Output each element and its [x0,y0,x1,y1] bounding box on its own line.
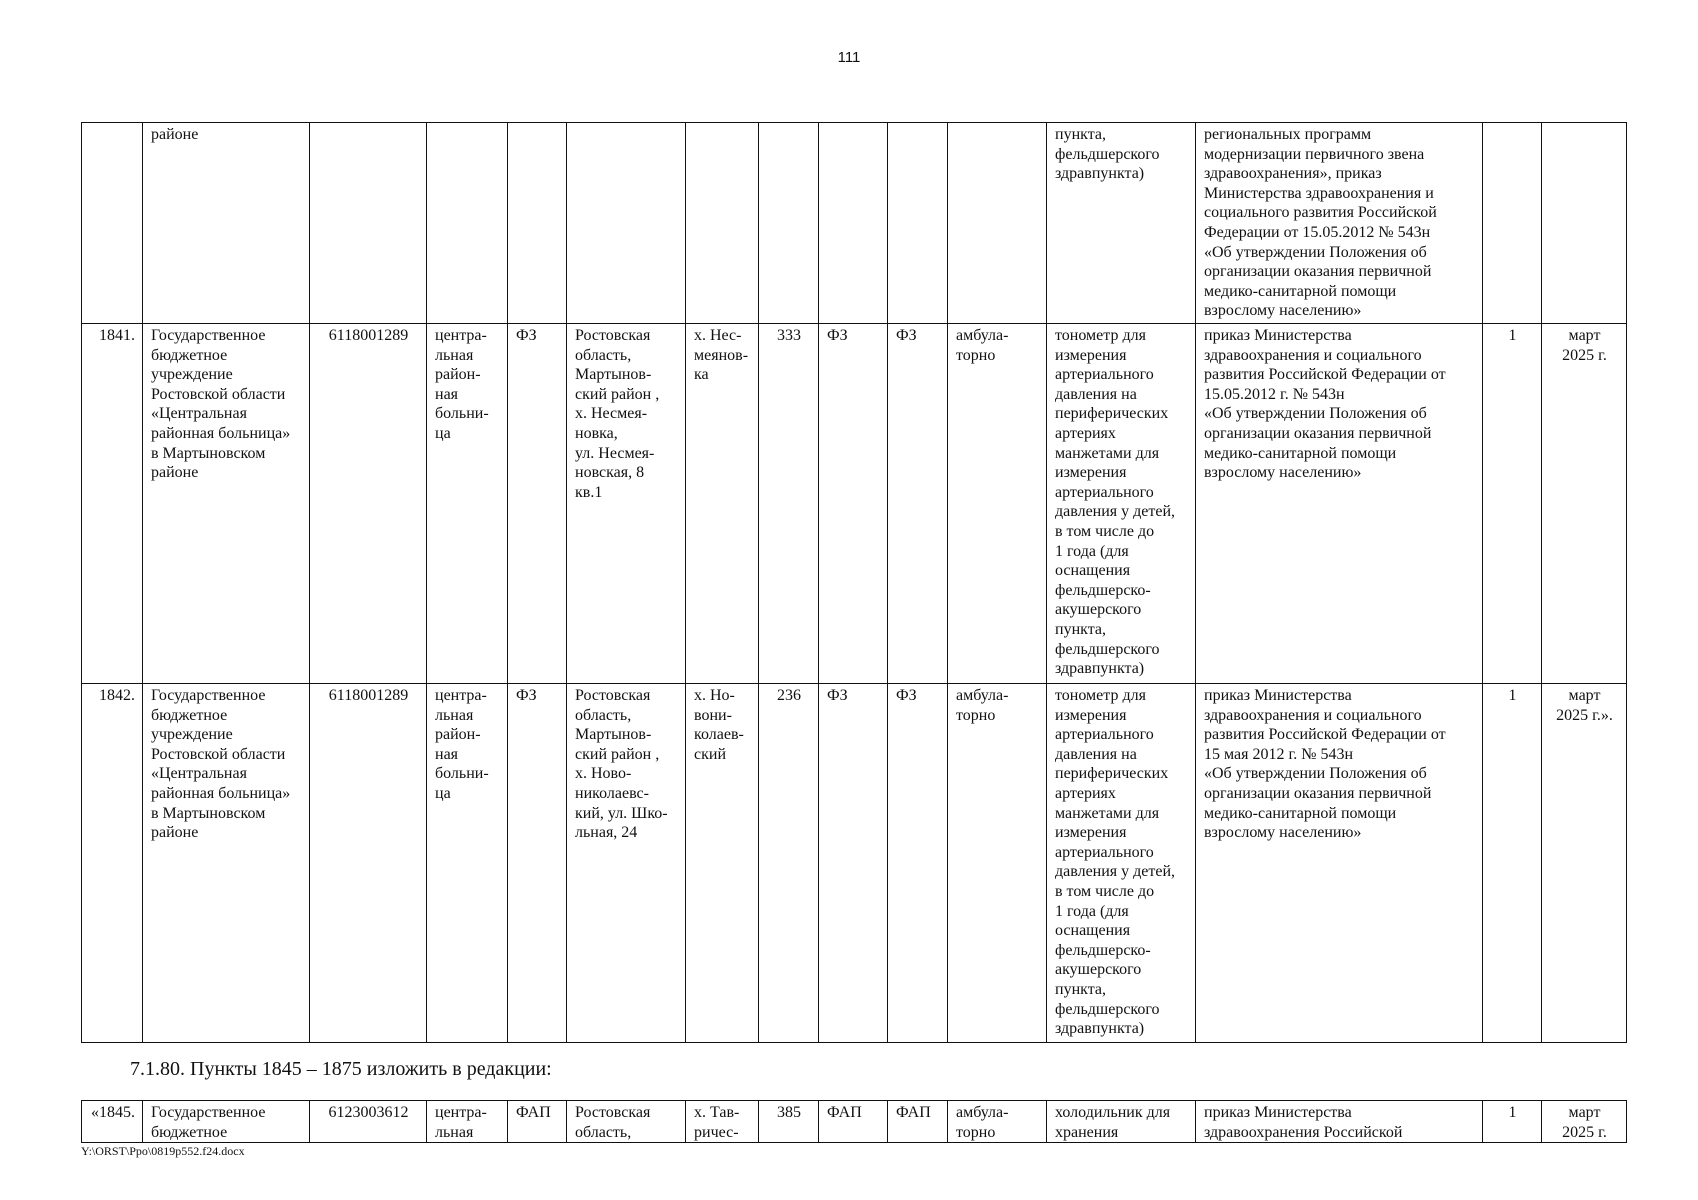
cell-line: оснащения [1055,562,1131,580]
cell-line: социального развития Российской [1204,204,1437,222]
cell-line: льная [435,706,474,724]
cell-line: 1841. [99,327,135,344]
cell-term [1542,324,1627,684]
cell-line: Ростовской области [151,385,286,403]
cell-kind1 [508,1101,567,1143]
cell-type [427,123,508,324]
cell-line: 1 года (для [1055,902,1129,920]
cell-line: х. Несмея- [575,405,648,423]
cell-kind1 [508,684,567,1043]
cell-line: хранения [1055,1123,1119,1141]
cell-line: Ростовская [575,687,651,704]
cell-line: давления на [1055,385,1137,403]
cell-line: ФЗ [516,327,537,344]
cell-line: 385 [777,1104,801,1121]
cell-line: ка [694,366,709,384]
cell-line: ФЗ [516,687,537,704]
cell-form [948,1101,1047,1143]
cell-line: «Центральная [151,405,247,423]
cell-line: приказ Министерства [1204,1104,1352,1121]
cell-line: бюджетное [151,706,228,724]
cell-line: 1 [1508,1104,1517,1121]
cell-locality [686,684,759,1043]
cell-line: Государственное [151,687,266,704]
cell-line: взрослому населению» [1204,302,1362,320]
cell-form [948,684,1047,1043]
cell-kind3 [888,123,948,324]
instruction-text: 7.1.80. Пункты 1845 – 1875 изложить в редакции: [130,1058,552,1080]
cell-org [143,684,310,1043]
cell-line: приказ Министерства [1204,327,1352,344]
cell-line: амбула- [956,327,1009,344]
cell-line: фельдшерского [1055,1000,1160,1018]
cell-line: 6123003612 [328,1104,409,1121]
cell-line: манжетами для [1055,804,1160,822]
cell-locality [686,123,759,324]
cell-line: больни- [435,405,489,423]
cell-line: периферических [1055,765,1169,783]
table-row [82,1101,1627,1143]
cell-line: давления на [1055,745,1137,763]
cell-equipment [1047,684,1196,1043]
cell-line: здравпункта) [1055,1020,1145,1038]
cell-line: «Об утверждении Положения об [1204,405,1427,423]
cell-line: 333 [777,327,801,344]
cell-qty [1483,123,1542,324]
cell-line: кий, ул. Шко- [575,804,668,822]
cell-line: ная [435,385,459,403]
cell-line: давления у детей, [1055,503,1176,521]
cell-type [427,1101,508,1143]
cell-line: торно [956,346,996,364]
cell-address [567,123,686,324]
cell-num [82,324,143,684]
cell-line: «Об утверждении Положения об [1204,765,1427,783]
cell-line: льная, 24 [575,824,638,842]
cell-line: измерения [1055,464,1127,482]
cell-inn [310,324,427,684]
cell-kind3 [888,324,948,684]
cell-line: ФЗ [896,687,917,704]
cell-line: Мартынов- [575,726,652,744]
cell-line: новская, 8 [575,464,645,482]
cell-count [759,123,819,324]
cell-kind2 [819,1101,888,1143]
cell-line: артериях [1055,424,1116,442]
file-path-footer: Y:\ORST\Ppo\0819p552.f24.docx [81,1144,245,1158]
cell-kind2 [819,684,888,1043]
cell-line: здравоохранения», приказ [1204,165,1382,183]
cell-line: х. Но- [694,687,735,704]
cell-line: развития Российской Федерации от [1204,726,1446,744]
cell-equipment [1047,123,1196,324]
cell-line: ский район , [575,385,660,403]
cell-line: 2025 г. [1562,1123,1607,1141]
cell-qty [1483,324,1542,684]
cell-num [82,1101,143,1143]
cell-line: новка, [575,424,618,442]
cell-line: «1845. [91,1104,135,1121]
main-table [81,122,1627,1043]
second-table [81,1100,1627,1143]
cell-line: 6118001289 [328,687,409,704]
cell-type [427,684,508,1043]
cell-kind2 [819,123,888,324]
cell-term [1542,684,1627,1043]
cell-line: артериального [1055,366,1154,384]
cell-line: районная больница» [151,784,291,802]
cell-kind1 [508,123,567,324]
cell-org [143,324,310,684]
cell-line: март [1568,1104,1601,1121]
cell-line: Федерации от 15.05.2012 № 543н [1204,223,1431,241]
cell-line: 236 [777,687,801,704]
cell-line: Ростовская [575,327,651,344]
cell-line: манжетами для [1055,444,1160,462]
cell-basis [1196,324,1483,684]
cell-line: ский [694,745,726,763]
cell-line: здравоохранения и социального [1204,346,1422,364]
cell-line: область, [575,706,632,724]
cell-line: пункта, [1055,126,1106,143]
cell-line: март [1568,687,1601,704]
cell-address [567,1101,686,1143]
cell-num [82,684,143,1043]
cell-line: ФЗ [827,327,848,344]
cell-line: фельдшерско- [1055,941,1151,959]
cell-line: медико-санитарной помощи [1204,444,1397,462]
cell-line: измерения [1055,706,1127,724]
cell-line: район- [435,366,481,384]
cell-form [948,123,1047,324]
cell-address [567,684,686,1043]
cell-basis [1196,1101,1483,1143]
cell-kind1 [508,324,567,684]
cell-line: 2025 г. [1562,346,1607,364]
cell-line: 6118001289 [328,327,409,344]
cell-line: николаевс- [575,784,649,802]
cell-line: область, [575,346,632,364]
cell-line: центра- [435,1104,487,1121]
cell-line: ца [435,784,451,802]
cell-line: ФАП [827,1104,862,1121]
cell-line: организации оказания первичной [1204,263,1432,281]
cell-type [427,324,508,684]
cell-line: центра- [435,687,487,704]
cell-line: измерения [1055,824,1127,842]
cell-line: учреждение [151,726,233,744]
cell-line: в том числе до [1055,522,1155,540]
cell-line: вони- [694,706,732,724]
cell-locality [686,324,759,684]
cell-line: центра- [435,327,487,344]
cell-term [1542,123,1627,324]
cell-line: медико-санитарной помощи [1204,282,1397,300]
table-row [82,324,1627,684]
cell-line: ФАП [516,1104,551,1121]
cell-line: взрослому населению» [1204,464,1362,482]
cell-line: в том числе до [1055,882,1155,900]
cell-basis [1196,123,1483,324]
cell-equipment [1047,1101,1196,1143]
cell-line: 15 мая 2012 г. № 543н [1204,745,1354,763]
cell-line: ФАП [896,1104,931,1121]
cell-line: «Об утверждении Положения об [1204,243,1427,261]
page-number: 111 [837,49,861,66]
cell-line: взрослому населению» [1204,824,1362,842]
cell-locality [686,1101,759,1143]
cell-line: кв.1 [575,483,603,501]
cell-line: пункта, [1055,980,1106,998]
cell-line: пункта, [1055,620,1106,638]
cell-line: район- [435,726,481,744]
cell-line: здравоохранения и социального [1204,706,1422,724]
cell-org [143,1101,310,1143]
cell-inn [310,684,427,1043]
cell-line: периферических [1055,405,1169,423]
cell-line: меянов- [694,346,749,364]
cell-line: организации оказания первичной [1204,784,1432,802]
cell-line: Ростовская [575,1104,651,1121]
cell-line: фельдшерского [1055,145,1160,163]
cell-line: 1 [1508,327,1517,344]
cell-line: в Мартыновском [151,444,266,462]
cell-line: фельдшерско- [1055,581,1151,599]
cell-line: Государственное [151,1104,266,1121]
cell-line: Государственное [151,327,266,344]
cell-term [1542,1101,1627,1143]
cell-qty [1483,684,1542,1043]
cell-line: артериального [1055,726,1154,744]
cell-line: 1842. [99,687,135,704]
cell-kind3 [888,1101,948,1143]
cell-line: 1 года (для [1055,542,1129,560]
cell-line: Министерства здравоохранения и [1204,184,1434,202]
cell-line: медико-санитарной помощи [1204,804,1397,822]
cell-line: региональных программ [1204,126,1372,143]
cell-line: март [1568,327,1601,344]
cell-kind3 [888,684,948,1043]
cell-basis [1196,684,1483,1043]
cell-line: 2025 г.». [1556,706,1613,724]
cell-line: Мартынов- [575,366,652,384]
cell-line: учреждение [151,366,233,384]
cell-line: ца [435,424,451,442]
cell-count [759,324,819,684]
cell-num [82,123,143,324]
cell-line: акушерского [1055,961,1142,979]
cell-line: артериях [1055,784,1116,802]
cell-line: организации оказания первичной [1204,424,1432,442]
cell-line: приказ Министерства [1204,687,1352,704]
cell-address [567,324,686,684]
cell-line: больни- [435,765,489,783]
cell-line: 1 [1508,687,1517,704]
cell-line: районе [151,126,199,143]
table-row [82,684,1627,1043]
cell-line: ФЗ [896,327,917,344]
cell-line: «Центральная [151,765,247,783]
cell-line: модернизации первичного звена [1204,145,1425,163]
cell-line: районе [151,824,199,842]
cell-line: торно [956,1123,996,1141]
cell-line: артериального [1055,483,1154,501]
cell-line: районе [151,464,199,482]
cell-line: торно [956,706,996,724]
cell-line: давления у детей, [1055,863,1176,881]
cell-line: бюджетное [151,346,228,364]
cell-line: х. Нес- [694,327,742,344]
cell-line: ная [435,745,459,763]
cell-line: ФЗ [827,687,848,704]
cell-equipment [1047,324,1196,684]
cell-line: здравпункта) [1055,165,1145,183]
cell-line: холодильник для [1055,1104,1171,1121]
cell-count [759,684,819,1043]
cell-line: Ростовской области [151,745,286,763]
cell-line: в Мартыновском [151,804,266,822]
cell-line: тонометр для [1055,327,1146,344]
cell-line: измерения [1055,346,1127,364]
cell-line: ский район , [575,745,660,763]
cell-org [143,123,310,324]
cell-line: бюджетное [151,1123,228,1141]
cell-line: х. Ново- [575,765,632,783]
cell-line: амбула- [956,1104,1009,1121]
cell-line: льная [435,1123,474,1141]
cell-line: льная [435,346,474,364]
cell-line: х. Тав- [694,1104,740,1121]
cell-line: артериального [1055,843,1154,861]
cell-line: районная больница» [151,424,291,442]
cell-line: амбула- [956,687,1009,704]
cell-line: 15.05.2012 г. № 543н [1204,385,1345,403]
cell-line: фельдшерского [1055,640,1160,658]
cell-line: здравпункта) [1055,660,1145,678]
cell-line: область, [575,1123,632,1141]
cell-line: акушерского [1055,601,1142,619]
cell-kind2 [819,324,888,684]
cell-line: ул. Несмея- [575,444,655,462]
cell-inn [310,1101,427,1143]
cell-form [948,324,1047,684]
cell-line: ричес- [694,1123,739,1141]
cell-line: колаев- [694,726,744,744]
cell-line: здравоохранения Российской [1204,1123,1403,1141]
table-row [82,123,1627,324]
cell-qty [1483,1101,1542,1143]
cell-count [759,1101,819,1143]
cell-line: развития Российской Федерации от [1204,366,1446,384]
cell-line: оснащения [1055,922,1131,940]
cell-line: тонометр для [1055,687,1146,704]
cell-inn [310,123,427,324]
